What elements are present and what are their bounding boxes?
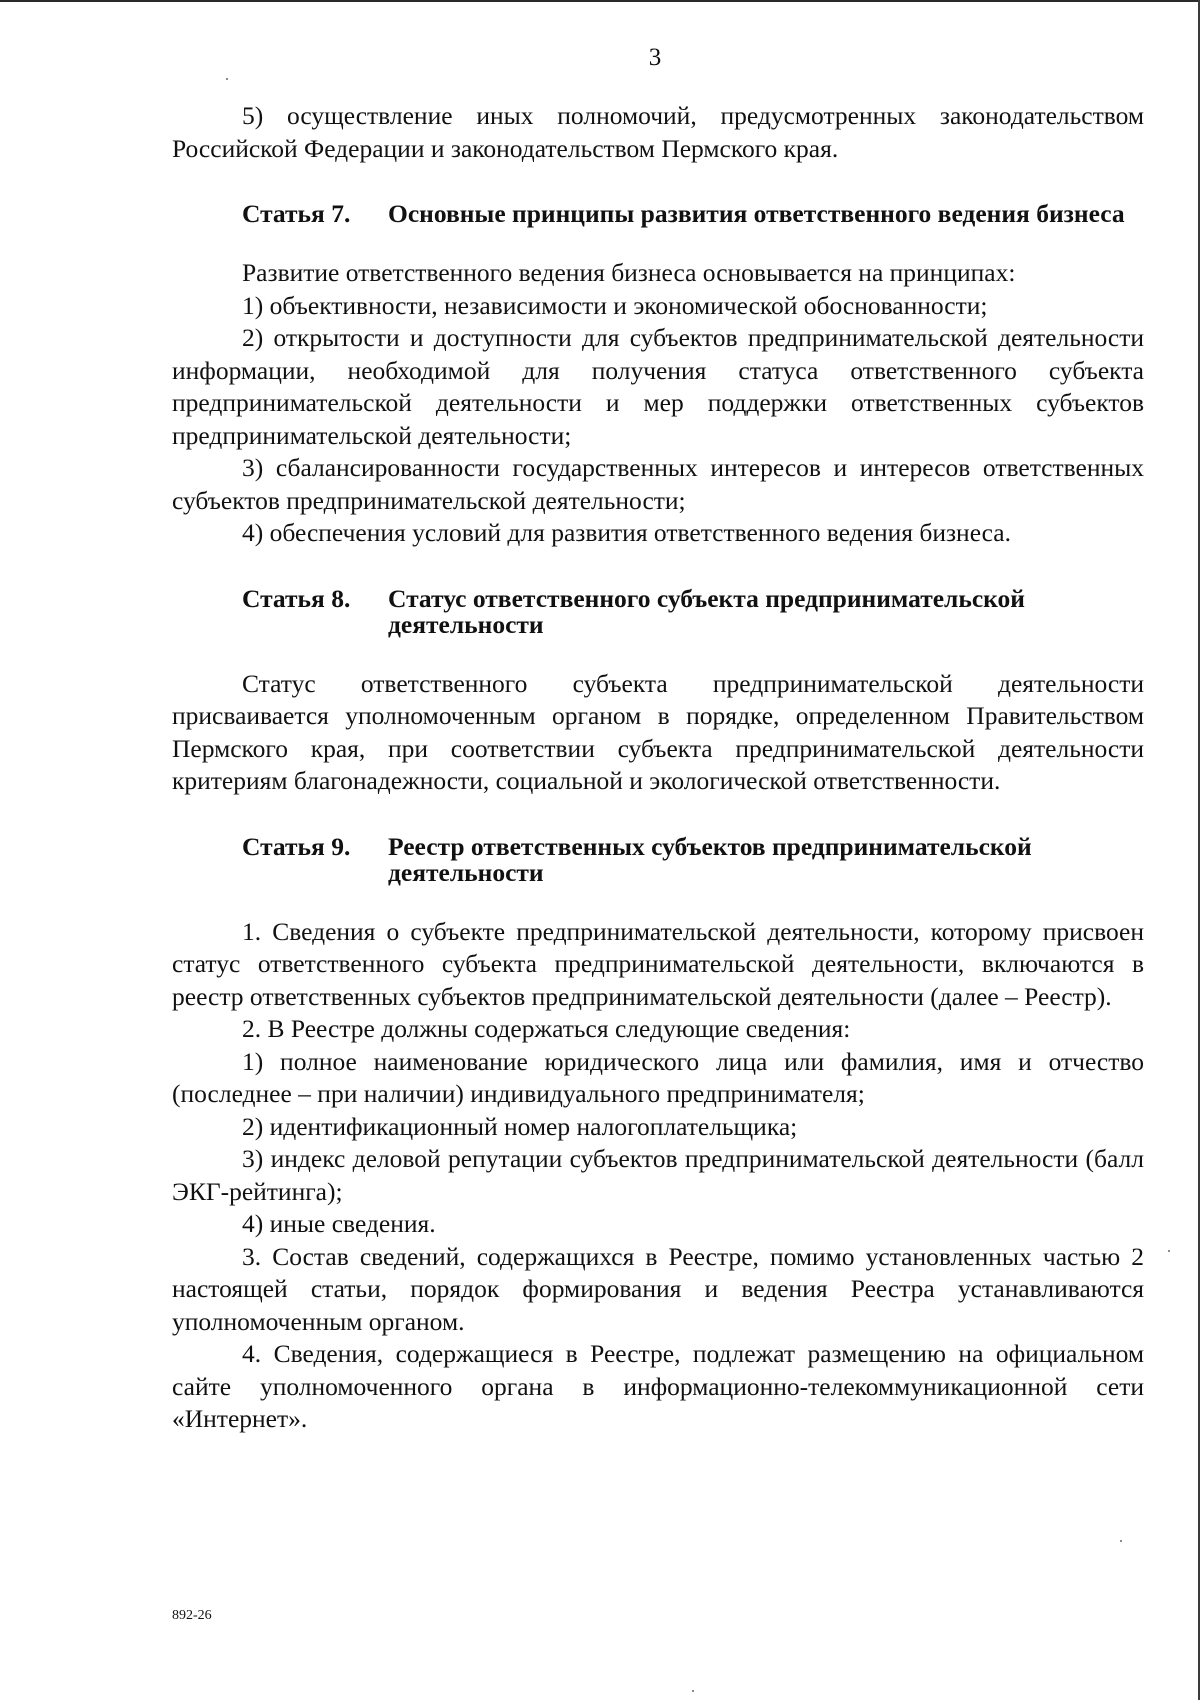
page-number: 3	[648, 44, 662, 71]
scan-speck	[1168, 1250, 1170, 1252]
article-9-paragraph: 2. В Реестре должны содержаться следующие сведения:	[242, 1014, 851, 1043]
article-9-paragraph: 3) индекс деловой репутации субъектов предпринимательской деятельности (балл ЭКГ-рейтинга);	[172, 1144, 1144, 1206]
article-9-number: Статья 9.	[242, 831, 351, 861]
article-8-heading	[242, 583, 1144, 639]
document-code: 892-26	[172, 1608, 212, 1623]
article-7-heading	[242, 201, 1144, 227]
scan-speck	[1120, 1540, 1122, 1542]
article-7-number: Статья 7.	[242, 199, 351, 228]
scan-edge-top	[0, 0, 1200, 2]
document-body	[172, 100, 1144, 1436]
article-8-title: Статус ответственного субъекта предпринимательской деятельности	[388, 583, 1025, 639]
spacer	[172, 886, 1144, 916]
spacer	[172, 550, 1144, 586]
intro-paragraph: 5) осуществление иных полномочий, предусмотренных законодательством Российской Федерации и законодательством Пермского края.	[172, 101, 1144, 163]
article-7-paragraph: 2) открытости и доступности для субъектов предпринимательской деятельности информации, необходимой для получения статуса ответственного субъекта предпринимательской деятельности и мер поддержки ответственных субъектов предпринимательской деятельности;	[172, 323, 1144, 450]
article-9-title: Реестр ответственных субъектов предпринимательской деятельности	[388, 831, 1032, 887]
spacer	[172, 638, 1144, 668]
article-8-number: Статья 8.	[242, 583, 351, 613]
article-9-paragraph: 4. Сведения, содержащиеся в Реестре, подлежат размещению на официальном сайте уполномоченного органа в информационно-телекоммуникационной сети «Интернет».	[172, 1339, 1144, 1433]
article-7-paragraph: 4) обеспечения условий для развития ответственного ведения бизнеса.	[242, 518, 1011, 547]
article-7-title: Основные принципы развития ответственного ведения бизнеса	[388, 199, 1125, 228]
article-9-paragraph: 3. Состав сведений, содержащихся в Реестре, помимо установленных частью 2 настоящей статьи, порядок формирования и ведения Реестра устанавливаются уполномоченным органом.	[172, 1241, 1144, 1336]
spacer	[172, 227, 1144, 257]
article-7-paragraph: Развитие ответственного ведения бизнеса основывается на принципах:	[242, 258, 1016, 287]
article-7-paragraph: 3) сбалансированности государственных интересов и интересов ответственных субъектов предпринимательской деятельности;	[172, 453, 1144, 515]
scan-speck	[692, 1690, 694, 1692]
article-8-paragraph: Статус ответственного субъекта предпринимательской деятельности присваивается уполномоченным органом в порядке, определенном Правительством Пермского края, при соответствии субъекта предпринимательской деятельности критериям благонадежности, социальной и экологической ответственности.	[172, 668, 1144, 795]
article-9-paragraph: 2) идентификационный номер налогоплательщика;	[242, 1111, 798, 1141]
spacer	[172, 165, 1144, 201]
article-9-paragraph: 1) полное наименование юридического лица или фамилия, имя и отчество (последнее – при наличии) индивидуального предпринимателя;	[172, 1046, 1144, 1108]
article-7-paragraph: 1) объективности, независимости и экономической обоснованности;	[242, 290, 988, 320]
spacer	[172, 798, 1144, 834]
scan-speck	[226, 78, 228, 80]
article-9-paragraph: 1. Сведения о субъекте предпринимательской деятельности, которому присвоен статус ответственного субъекта предпринимательской деятельности, включаются в реестр ответственных субъектов предпринимательской деятельности (далее – Реестр).	[172, 916, 1144, 1011]
article-9-heading	[242, 831, 1144, 887]
article-9-paragraph: 4) иные сведения.	[242, 1209, 436, 1238]
